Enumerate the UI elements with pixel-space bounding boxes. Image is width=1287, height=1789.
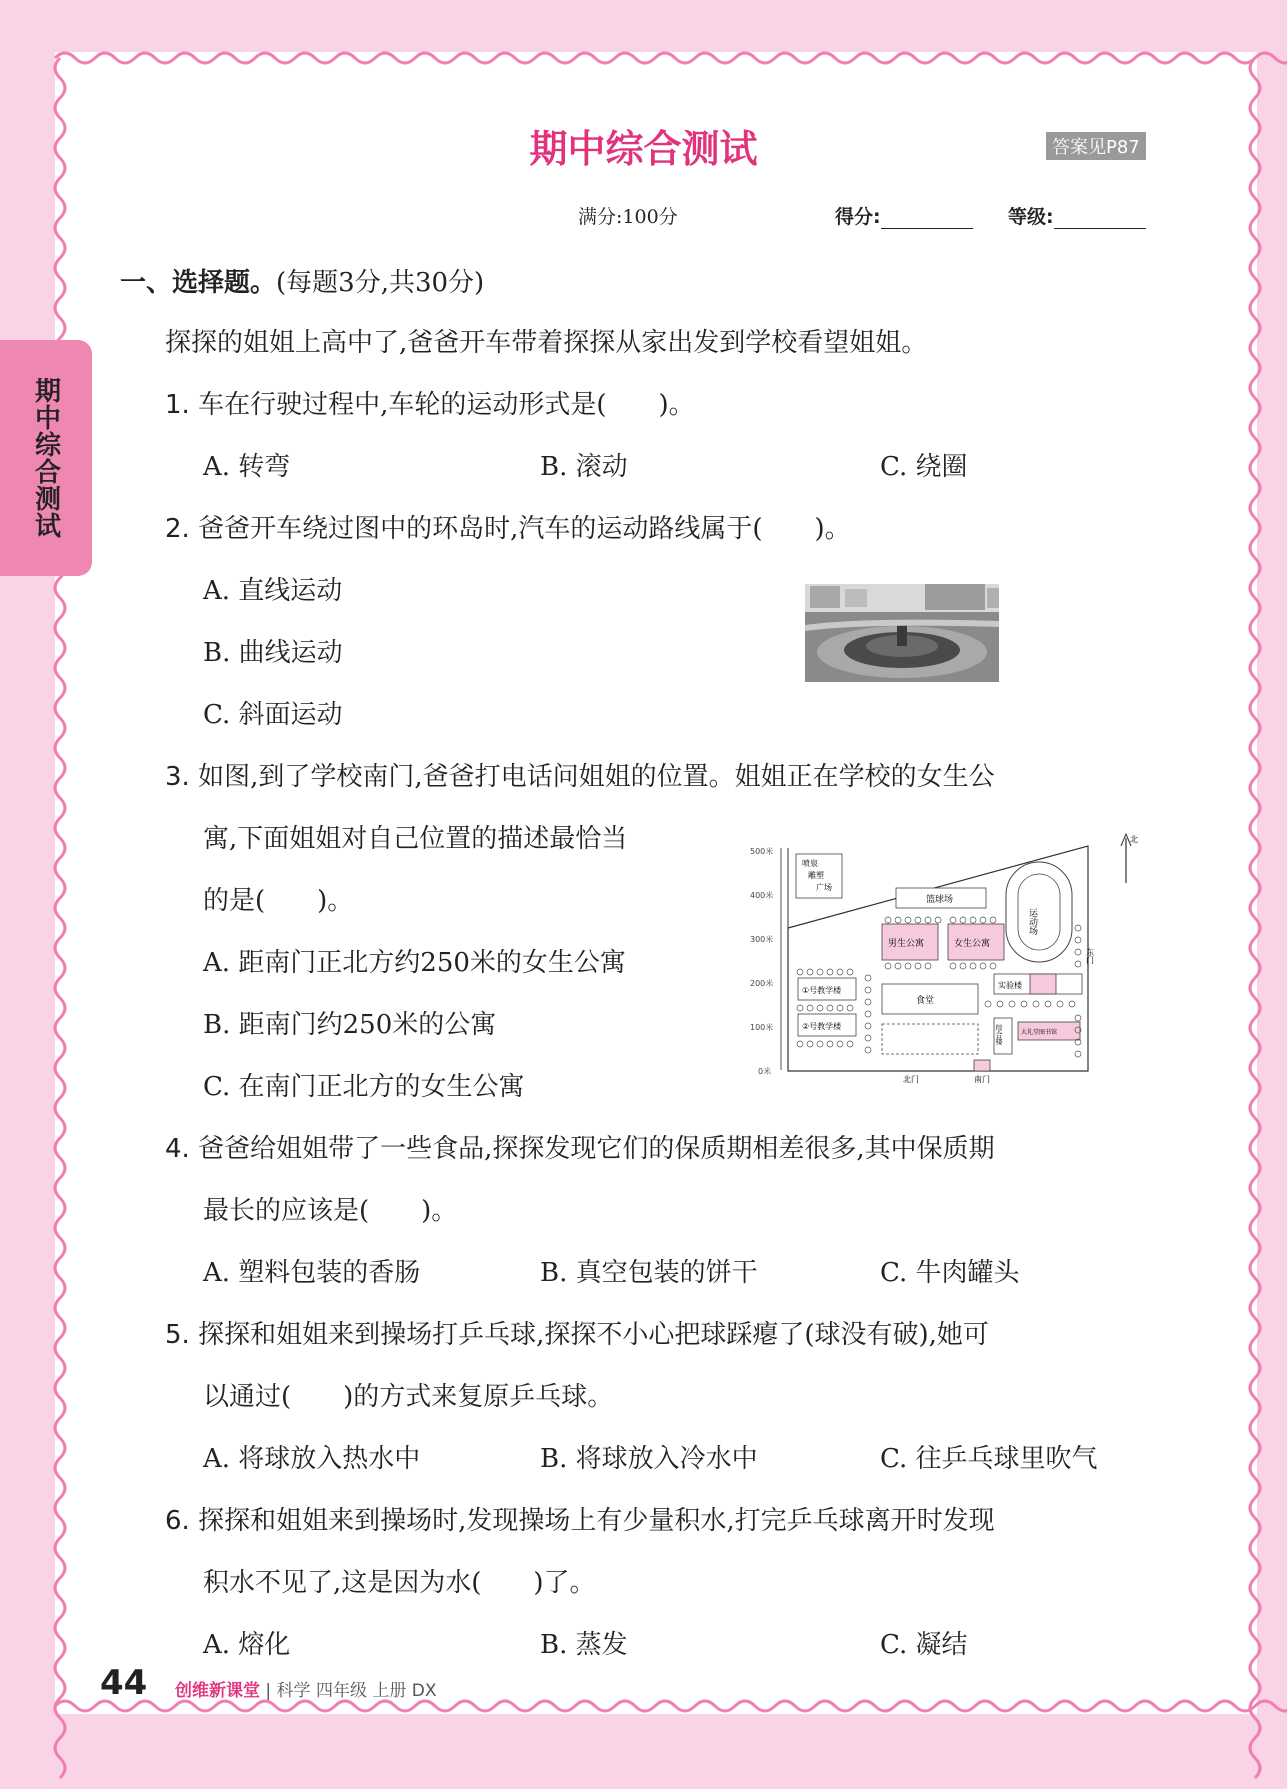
grade-label: 等级: <box>1008 206 1054 228</box>
side-tab <box>0 340 92 576</box>
y-tick: 200米 <box>750 979 774 988</box>
score-label: 得分: <box>835 206 881 228</box>
map-square-label: 广场 <box>816 883 832 892</box>
full-marks: 满分:100分 <box>578 206 678 228</box>
grade-blank[interactable] <box>1054 210 1146 229</box>
question-number: 1. <box>165 390 190 420</box>
option-1a[interactable]: A. 转弯 <box>203 452 291 482</box>
side-tab-label: 期中综合测试 <box>30 377 61 539</box>
map-boys-dorm-label: 男生公寓 <box>888 939 925 949</box>
roundabout-photo <box>805 584 999 682</box>
option-4a[interactable]: A. 塑料包装的香肠 <box>203 1258 421 1288</box>
option-2b[interactable]: B. 曲线运动 <box>203 638 343 668</box>
option-1b[interactable]: B. 滚动 <box>540 452 628 482</box>
y-tick: 0米 <box>758 1067 772 1076</box>
footer-info <box>175 1676 437 1701</box>
y-tick: 400米 <box>750 891 774 900</box>
option-1c[interactable]: C. 绕圈 <box>880 452 968 482</box>
question-3 <box>165 756 995 793</box>
question-number: 6. <box>165 1506 190 1536</box>
option-3c[interactable]: C. 在南门正北方的女生公寓 <box>203 1072 525 1102</box>
section-note: (每题3分,共30分) <box>276 268 485 298</box>
map-canteen-label: 食堂 <box>916 996 935 1006</box>
map-sculpture-label: 雕塑 <box>808 871 824 880</box>
map-stadium-label: 运动场 <box>1027 908 1037 935</box>
map-teach1-label: ①号教学楼 <box>802 986 842 995</box>
answer-reference-badge: 答案见P87 <box>1046 132 1146 160</box>
map-east-gate-label: 东门 <box>1085 948 1095 964</box>
option-6a[interactable]: A. 熔化 <box>203 1630 291 1660</box>
question-number: 2. <box>165 514 190 544</box>
option-4c[interactable]: C. 牛肉罐头 <box>880 1258 1020 1288</box>
question-4-line-2: 最长的应该是( )。 <box>203 1196 458 1226</box>
map-practice-field-label: 篮球场 <box>926 895 954 905</box>
question-text: 爸爸开车绕过图中的环岛时,汽车的运动路线属于( )。 <box>198 514 851 544</box>
score-field[interactable] <box>835 202 973 229</box>
question-number: 5. <box>165 1320 190 1350</box>
question-number: 4. <box>165 1134 190 1164</box>
question-2 <box>165 508 851 545</box>
option-2a[interactable]: A. 直线运动 <box>203 576 343 606</box>
question-6-line-2: 积水不见了,这是因为水( )了。 <box>203 1568 596 1598</box>
question-text: 爸爸给姐姐带了一些食品,探探发现它们的保质期相差很多,其中保质期 <box>198 1134 995 1164</box>
option-5a[interactable]: A. 将球放入热水中 <box>203 1444 421 1474</box>
footer-brand: 创维新课堂 <box>175 1681 260 1701</box>
map-fountain-label: 喷泉 <box>802 859 818 868</box>
y-tick: 300米 <box>750 935 774 944</box>
question-3-line-3: 的是( )。 <box>203 886 354 916</box>
map-girls-dorm-label: 女生公寓 <box>954 939 991 949</box>
school-map <box>748 828 1148 1092</box>
section-title: 一、选择题。 <box>120 268 277 298</box>
map-hall-label: 综合楼 <box>995 1024 1003 1045</box>
section-heading <box>120 262 484 299</box>
option-3b[interactable]: B. 距南门约250米的公寓 <box>203 1010 497 1040</box>
question-text: 车在行驶过程中,车轮的运动形式是( )。 <box>198 390 695 420</box>
question-text: 探探和姐姐来到操场打乒乓球,探探不小心把球踩瘪了(球没有破),她可 <box>198 1320 989 1350</box>
question-text: 探探和姐姐来到操场时,发现操场上有少量积水,打完乒乓球离开时发现 <box>198 1506 995 1536</box>
option-6b[interactable]: B. 蒸发 <box>540 1630 628 1660</box>
grade-field[interactable] <box>1008 202 1146 229</box>
question-text: 如图,到了学校南门,爸爸打电话问姐姐的位置。姐姐正在学校的女生公 <box>198 762 995 792</box>
map-teach2-label: ②号教学楼 <box>802 1022 842 1031</box>
option-5b[interactable]: B. 将球放入冷水中 <box>540 1444 758 1474</box>
page-title: 期中综合测试 <box>529 127 758 171</box>
footer-course: 科学 四年级 上册 DX <box>276 1681 437 1701</box>
footer-divider: | <box>260 1681 277 1701</box>
option-3a[interactable]: A. 距南门正北方约250米的女生公寓 <box>203 948 626 978</box>
question-number: 3. <box>165 762 190 792</box>
map-library-label: 大礼堂图书馆 <box>1021 1029 1058 1036</box>
option-6c[interactable]: C. 凝结 <box>880 1630 968 1660</box>
question-4 <box>165 1128 995 1165</box>
question-6 <box>165 1500 995 1537</box>
question-1 <box>165 384 695 421</box>
score-blank[interactable] <box>881 210 973 229</box>
y-tick: 100米 <box>750 1023 774 1032</box>
option-2c[interactable]: C. 斜面运动 <box>203 700 343 730</box>
y-tick: 500米 <box>750 847 774 856</box>
map-south-gate-label: 南门 <box>974 1075 990 1084</box>
question-3-line-2: 寓,下面姐姐对自己位置的描述最恰当 <box>203 824 628 854</box>
option-4b[interactable]: B. 真空包装的饼干 <box>540 1258 758 1288</box>
option-5c[interactable]: C. 往乒乓球里吹气 <box>880 1444 1098 1474</box>
question-5-line-2: 以通过( )的方式来复原乒乓球。 <box>203 1382 614 1412</box>
north-label: 北 <box>1130 835 1138 844</box>
question-5 <box>165 1314 989 1351</box>
page-number: 44 <box>100 1663 148 1703</box>
map-main-gate-label: 北门 <box>903 1075 919 1084</box>
map-lab-label: 实验楼 <box>998 981 1022 990</box>
intro-text: 探探的姐姐上高中了,爸爸开车带着探探从家出发到学校看望姐姐。 <box>165 328 928 358</box>
